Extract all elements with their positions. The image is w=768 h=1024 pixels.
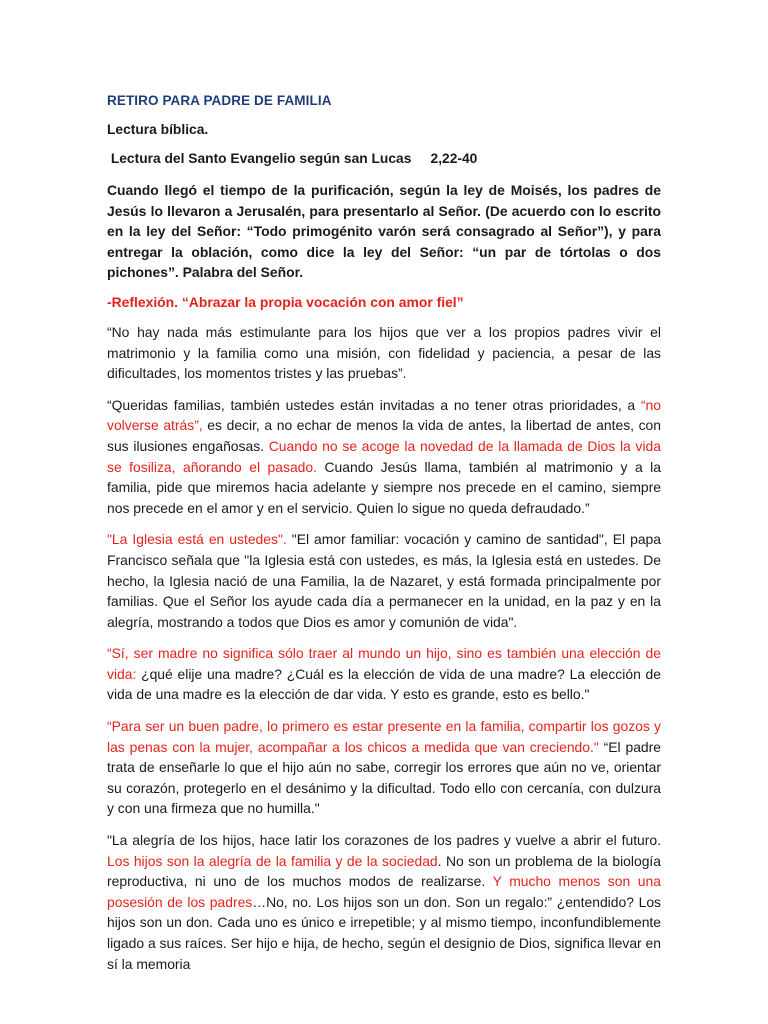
paragraph-2-text-a: “Queridas familias, también ustedes están invitadas a no tener otras prioridades, a — [107, 396, 641, 413]
paragraph-6-highlight-d: Y mucho menos son una posesión de los padres — [107, 873, 661, 910]
paragraph-5-highlight-a: “Para ser un buen padre, lo primero es estar presente en la familia, compartir los gozos y las penas con la mujer, acompañar a los chicos a medida que van creciendo." — [107, 718, 661, 755]
paragraph-2-text-e: Cuando Jesús llama, también al matrimonio y a la familia, pide que miremos hacia adelante y siempre nos precede en el camino, siempre nos precede en el amor y en el servicio. Quien lo sigue no queda defraudado.” — [107, 458, 661, 516]
paragraph-2 — [107, 395, 661, 519]
evangelio-heading: Lectura del Santo Evangelio según san Lucas 2,22-40 — [107, 151, 478, 166]
lectura-heading: Lectura bíblica. — [107, 122, 209, 137]
paragraph-2-text-c: es decir, a no echar de menos la vida de antes, la libertad de antes, con sus ilusiones engañosas. — [107, 417, 661, 454]
paragraph-4 — [107, 643, 661, 705]
paragraph-5 — [107, 716, 661, 819]
document-title: RETIRO PARA PADRE DE FAMILIA — [107, 93, 332, 108]
paragraph-1: “No hay nada más estimulante para los hijos que ver a los propios padres vivir el matrimonio y la familia como una misión, con fidelidad y paciencia, a pesar de las dificultades, los momentos tristes y las pruebas”. — [107, 323, 661, 382]
gospel-reading: Cuando llegó el tiempo de la purificación, según la ley de Moisés, los padres de Jesús lo llevaron a Jerusalén, para presentarlo al Señor. (De acuerdo con lo escrito en la ley del Señor: “Todo primogénito varón será consagrado al Señor”), y para entregar la oblación, como dice la ley del Señor: “un par de tórtolas o dos pichones”. Palabra del Señor. — [107, 182, 661, 281]
paragraph-3-text-b: "El amor familiar: vocación y camino de santidad", El papa Francisco señala que "la Iglesia está con ustedes, es más, la Iglesia está en ustedes. De hecho, la Iglesia nació de una Familia, la de Nazaret, y está formada principalmente por familias. Que el Señor los ayude cada día a permanecer en la unidad, en la paz y en la alegría, mostrando a todos que Dios es amor y comunión de vida". — [107, 531, 662, 630]
paragraph-6 — [107, 830, 661, 974]
paragraph-5-text-b: “El padre trata de enseñarle lo que el hijo aún no sabe, corregir los errores que aún no ve, orientar su corazón, protegerlo en el desánimo y la dificultad. Todo ello con cercanía, con dulzura y con una firmeza que no humilla." — [107, 738, 661, 817]
paragraph-6-highlight-b: Los hijos son la alegría de la familia y de la sociedad — [107, 852, 438, 869]
reflexion-heading: -Reflexión. “Abrazar la propia vocación con amor fiel” — [107, 293, 464, 310]
paragraph-2-highlight-b: “no volverse atrás”, — [107, 396, 661, 434]
paragraph-2-highlight-d: Cuando no se acoge la novedad de la llamada de Dios la vida se fosiliza, añorando el pasado. — [107, 437, 661, 475]
paragraph-3-highlight-a: "La Iglesia está en ustedes". — [107, 531, 287, 548]
paragraph-3 — [107, 529, 661, 632]
paragraph-6-text-e: …No, no. Los hijos son un don. Son un regalo:” ¿entendido? Los hijos son un don. Cada uno es único e irrepetible; y al mismo tiempo, inconfundiblemente ligado a sus raíces. Ser hijo e hija, de hecho, según el designio de Dios, significa llevar en sí la memoria — [107, 893, 661, 972]
paragraph-4-highlight-a: “Sí, ser madre no significa sólo traer al mundo un hijo, sino es también una elección de vida: — [107, 645, 661, 682]
paragraph-6-text-c: . No son un problema de la biología reproductiva, ni uno de los muchos modos de realizarse. — [107, 852, 661, 890]
paragraph-4-text-b: ¿qué elije una madre? ¿Cuál es la elección de vida de una madre? La elección de vida de una madre es la elección de dar vida. Y esto es grande, esto es bello." — [107, 665, 661, 703]
paragraph-6-text-a: "La alegría de los hijos, hace latir los corazones de los padres y vuelve a abrir el futuro. — [107, 832, 661, 849]
